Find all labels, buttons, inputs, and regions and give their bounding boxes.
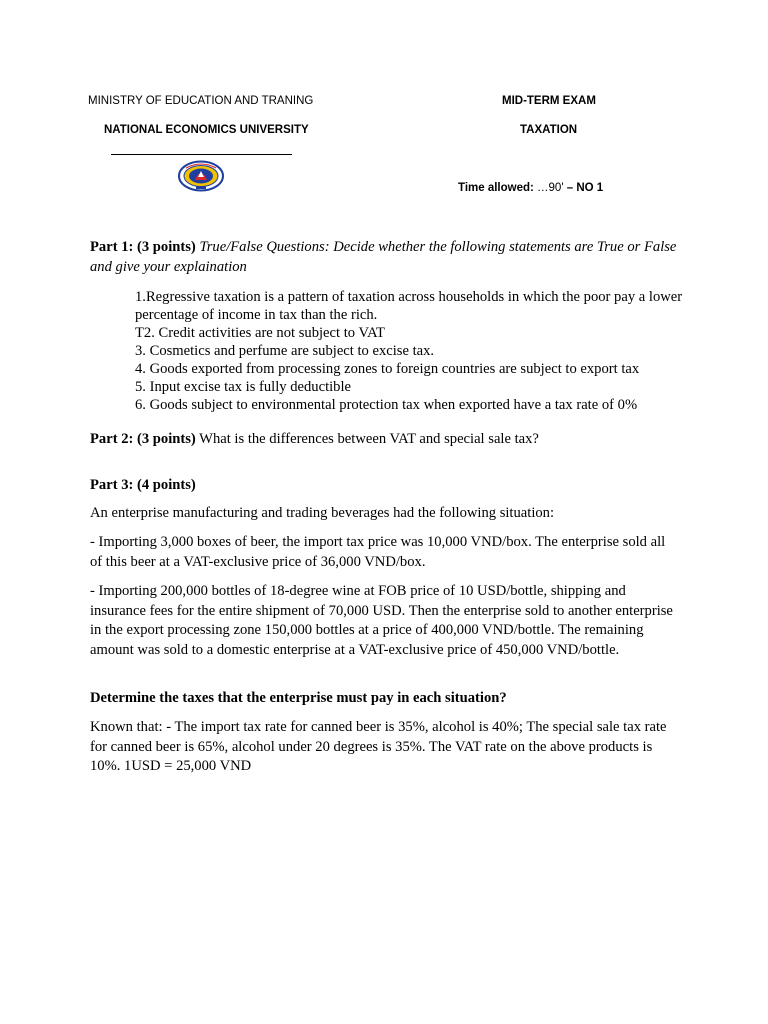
statement-item: 1.Regressive taxation is a pattern of taxation across households in which the poor pay a lower percentage of income in tax than the rich. (135, 289, 683, 323)
university-logo (178, 160, 224, 192)
part1-instruction: True/False Questions: Decide whether the following statements are True or False and give your explaination (90, 239, 677, 275)
exam-number: – NO 1 (566, 182, 604, 194)
subject-title: TAXATION (520, 124, 578, 136)
part1-statement-list (135, 288, 695, 414)
time-label: Time allowed: (458, 182, 534, 194)
statement-item: 6. Goods subject to environmental protection tax when exported have a tax rate of 0% (135, 397, 638, 413)
part1-label: Part 1: (3 points) (90, 239, 196, 255)
statement-item: 5. Input excise tax is fully deductible (135, 379, 352, 395)
exam-title: MID-TERM EXAM (502, 95, 596, 107)
time-allowed (458, 182, 603, 194)
header-divider (111, 154, 292, 155)
part2-question: What is the differences between VAT and special sale tax? (195, 431, 539, 447)
part2-label: Part 2: (3 points) (90, 431, 196, 447)
time-value: …90' (533, 182, 567, 194)
part2-heading (90, 430, 680, 450)
statement-item: T2. Credit activities are not subject to VAT (135, 325, 385, 341)
part3-intro: An enterprise manufacturing and trading beverages had the following situation: (90, 505, 555, 521)
part3-task: Determine the taxes that the enterprise must pay in each situation? (90, 690, 507, 706)
part3-known-rates: Known that: - The import tax rate for canned beer is 35%, alcohol is 40%; The special sale tax rate for canned beer is 65%, alcohol under 20 degrees is 35%. The VAT rate on the above products is 10%. 1USD = 25,000 VND (90, 719, 667, 775)
statement-item: 4. Goods exported from processing zones to foreign countries are subject to export tax (135, 361, 640, 377)
ministry-name: MINISTRY OF EDUCATION AND TRANING (88, 95, 314, 107)
part3-label: Part 3: (4 points) (90, 477, 196, 493)
part3-situation-beer: - Importing 3,000 boxes of beer, the import tax price was 10,000 VND/box. The enterprise sold all of this beer at a VAT-exclusive price of 36,000 VND/box. (90, 534, 666, 570)
part1-heading (90, 238, 680, 277)
statement-item: 3. Cosmetics and perfume are subject to excise tax. (135, 343, 435, 359)
part3-situation-wine: - Importing 200,000 bottles of 18-degree wine at FOB price of 10 USD/bottle, shipping and insurance fees for the entire shipment of 70,000 USD. Then the enterprise sold to another enterprise in the export processing zone 150,000 bottles at a price of 400,000 VND/bottle. The remaining amount was sold to a domestic enterprise at a VAT-exclusive price of 450,000 VND/bottle. (90, 583, 673, 658)
university-name: NATIONAL ECONOMICS UNIVERSITY (104, 124, 309, 136)
